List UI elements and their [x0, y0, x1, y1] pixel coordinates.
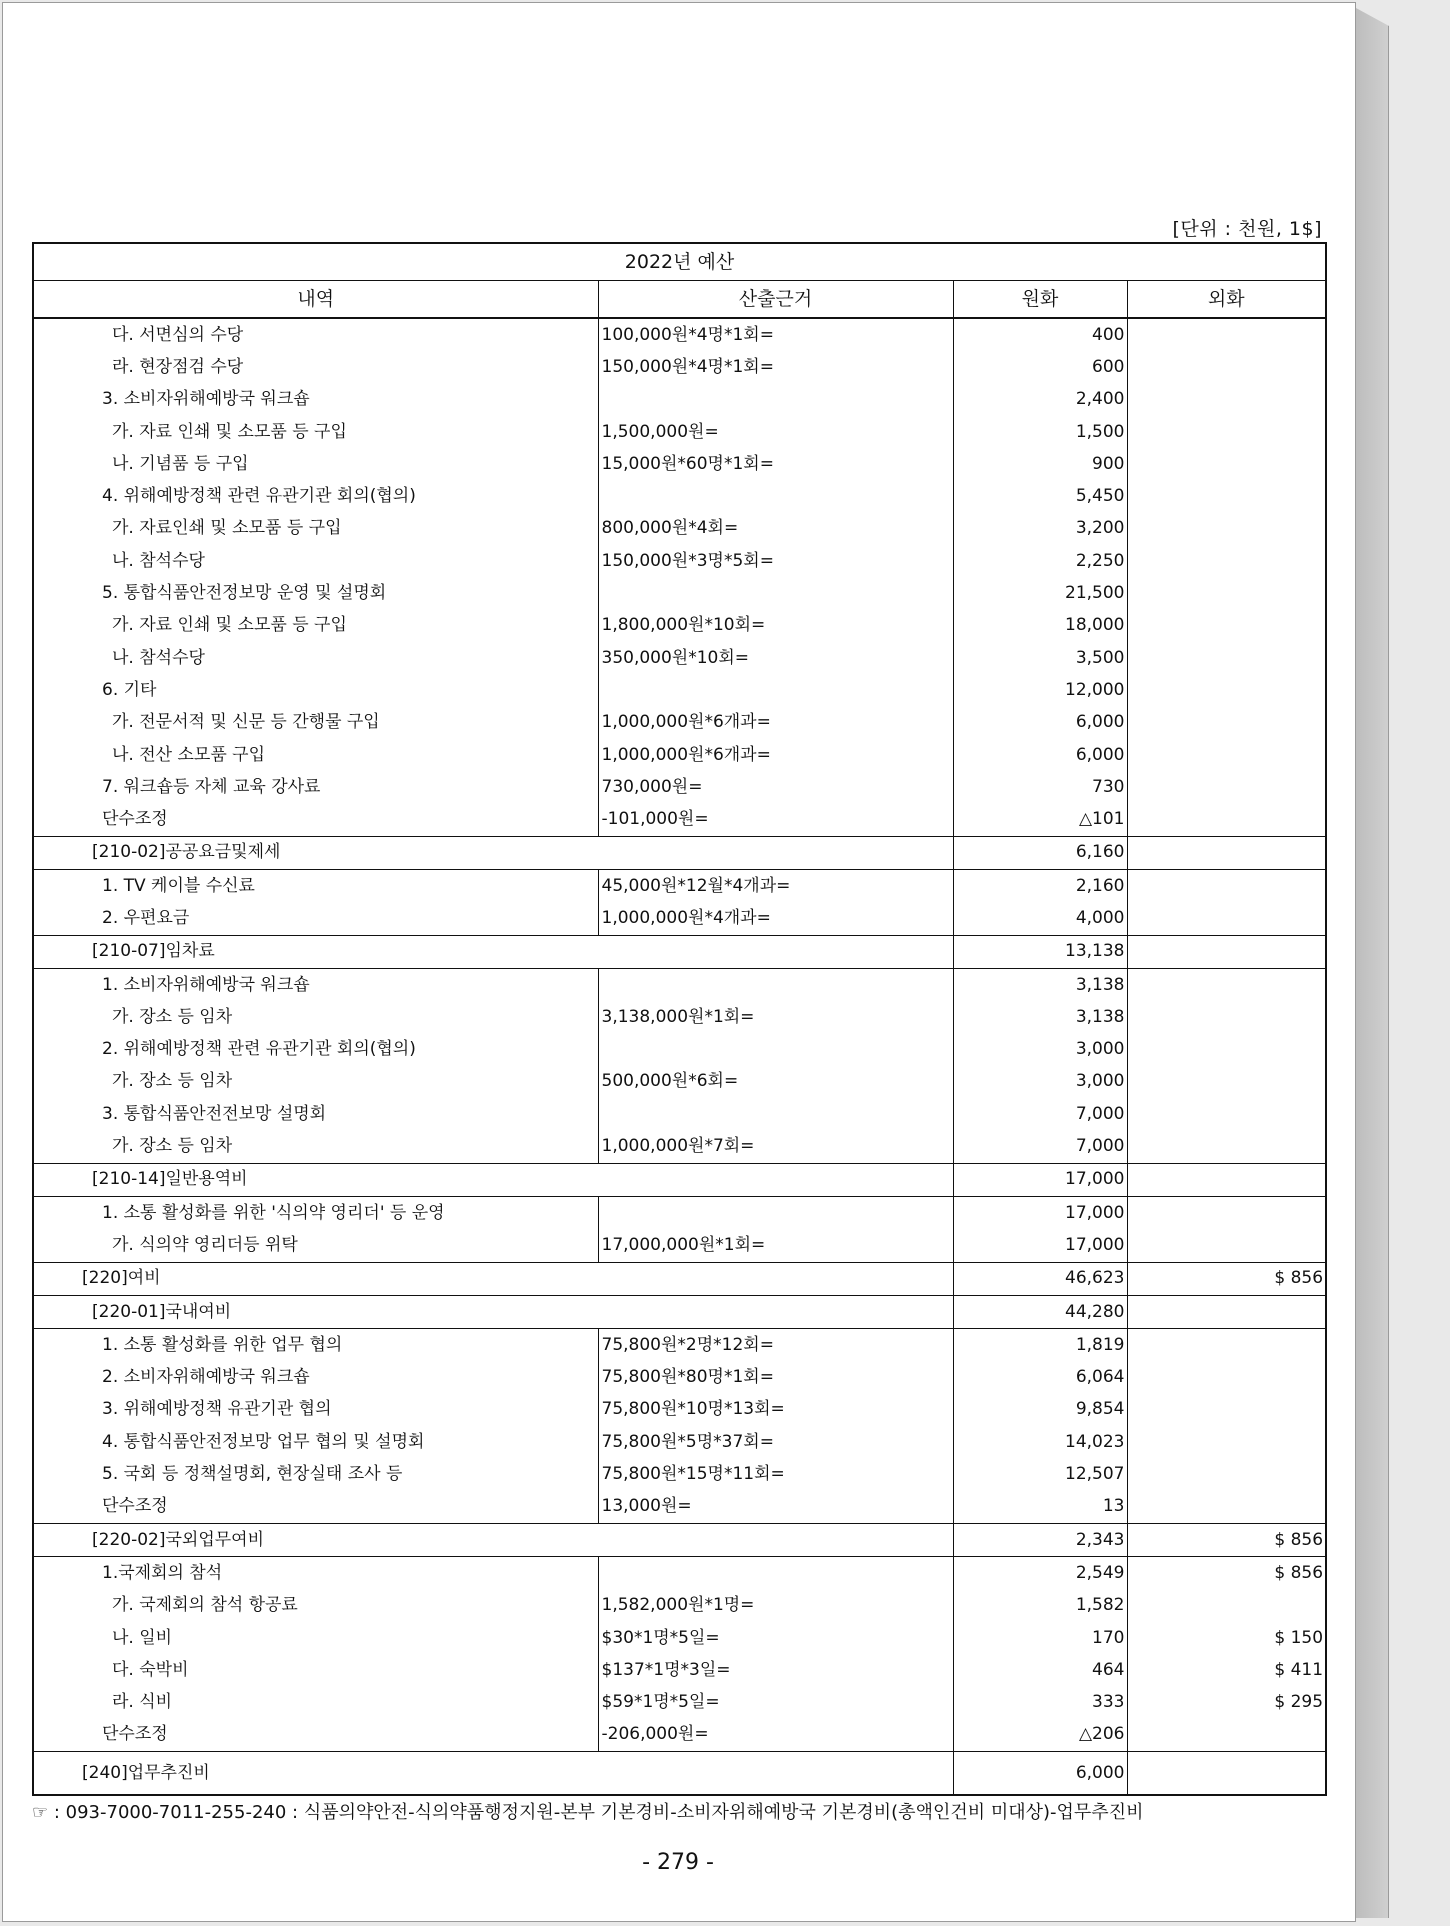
row-fx: [1127, 1458, 1326, 1490]
row-basis: 1,500,000원=: [598, 416, 953, 448]
table-row: [33, 545, 1326, 577]
row-desc: 1. 소통 활성화를 위한 '식의약 영리더' 등 운영: [33, 1197, 598, 1230]
row-krw: 6,000: [953, 1752, 1127, 1796]
table-row: [33, 1523, 1326, 1556]
row-fx: [1127, 351, 1326, 383]
table-row: [33, 1163, 1326, 1196]
row-krw: 170: [953, 1622, 1127, 1654]
row-desc: 1. TV 케이블 수신료: [33, 870, 598, 903]
row-krw: 6,000: [953, 739, 1127, 771]
table-row: [33, 416, 1326, 448]
row-krw: △206: [953, 1719, 1127, 1752]
table-row: [33, 513, 1326, 545]
row-desc: 4. 통합식품안전정보망 업무 협의 및 설명회: [33, 1426, 598, 1458]
table-row: [33, 771, 1326, 803]
row-fx: [1127, 384, 1326, 416]
table-row: [33, 1752, 1326, 1796]
row-desc: 가. 장소 등 임차: [33, 1001, 598, 1033]
table-title: 2022년 예산: [33, 243, 1326, 281]
col-header-krw: 원화: [953, 281, 1127, 319]
row-fx: [1127, 318, 1326, 351]
row-fx: $ 411: [1274, 1659, 1324, 1680]
row-basis: $59*1명*5일=: [598, 1686, 953, 1718]
row-fx: [1127, 902, 1326, 935]
row-basis: 75,800원*80명*1회=: [598, 1362, 953, 1394]
col-header-basis: 산출근거: [598, 281, 953, 319]
row-desc: 가. 자료인쇄 및 소모품 등 구입: [33, 513, 598, 545]
table-row: [33, 1329, 1326, 1362]
row-desc: 2. 소비자위해예방국 워크숍: [33, 1362, 598, 1394]
row-basis: 13,000원=: [598, 1491, 953, 1524]
row-desc: 나. 기념품 등 구입: [33, 448, 598, 480]
row-krw: 17,000: [953, 1197, 1127, 1230]
row-desc: 가. 식의약 영리더등 위탁: [33, 1229, 598, 1262]
row-basis: [598, 384, 953, 416]
row-desc: 1.국제회의 참석: [33, 1557, 598, 1590]
table-row: [33, 1590, 1326, 1622]
table-row: [33, 1654, 1326, 1686]
row-basis: 1,000,000원*6개과=: [598, 739, 953, 771]
row-desc: 가. 전문서적 및 신문 등 간행물 구입: [33, 707, 598, 739]
row-basis: [598, 480, 953, 512]
row-desc: 나. 일비: [33, 1622, 598, 1654]
row-krw: 3,000: [953, 1034, 1127, 1066]
row-fx: [1127, 803, 1326, 836]
table-row: [33, 870, 1326, 903]
row-fx: [1127, 1295, 1326, 1328]
row-fx: [1127, 1426, 1326, 1458]
row-desc: 가. 자료 인쇄 및 소모품 등 구입: [33, 416, 598, 448]
row-desc: 5. 통합식품안전정보망 운영 및 설명회: [33, 577, 598, 609]
row-basis: 1,000,000원*7회=: [598, 1130, 953, 1163]
row-krw: 3,138: [953, 1001, 1127, 1033]
table-row: [33, 836, 1326, 869]
row-fx: [1127, 771, 1326, 803]
table-row: [33, 935, 1326, 968]
row-fx: $ 856: [1127, 1262, 1326, 1295]
row-desc: 단수조정: [33, 1491, 598, 1524]
row-desc: [220-01]국내여비: [33, 1295, 953, 1328]
table-row: [33, 1130, 1326, 1163]
row-krw: 600: [953, 351, 1127, 383]
row-krw: 2,160: [953, 870, 1127, 903]
table-row: [33, 902, 1326, 935]
row-desc: 2. 우편요금: [33, 902, 598, 935]
row-krw: 6,000: [953, 707, 1127, 739]
row-basis: 100,000원*4명*1회=: [598, 318, 953, 351]
row-desc: 3. 소비자위해예방국 워크숍: [33, 384, 598, 416]
row-fx: [1127, 448, 1326, 480]
row-desc: 나. 참석수당: [33, 545, 598, 577]
table-row: [33, 610, 1326, 642]
table-row: [33, 674, 1326, 706]
row-fx: [1127, 968, 1326, 1001]
row-fx: [1127, 1752, 1326, 1796]
row-fx: [1127, 577, 1326, 609]
footnote: ☞ : 093-7000-7011-255-240 : 식품의약안전-식의약품행정지원-본부 기본경비-소비자위해예방국 기본경비(총액인건비 미대상)-업무추진비: [32, 1802, 1144, 1823]
row-basis: [598, 674, 953, 706]
row-basis: 15,000원*60명*1회=: [598, 448, 953, 480]
row-desc: 4. 위해예방정책 관련 유관기관 회의(협의): [33, 480, 598, 512]
row-krw: 12,000: [953, 674, 1127, 706]
table-row: [33, 577, 1326, 609]
table-row: [33, 1034, 1326, 1066]
row-basis: 45,000원*12월*4개과=: [598, 870, 953, 903]
row-fx: [1127, 1066, 1326, 1098]
row-krw: 3,200: [953, 513, 1127, 545]
row-fx: [1127, 1163, 1326, 1196]
row-basis: 75,800원*10명*13회=: [598, 1394, 953, 1426]
row-desc: 6. 기타: [33, 674, 598, 706]
table-row: [33, 448, 1326, 480]
row-fx: [1127, 480, 1326, 512]
row-krw: 900: [953, 448, 1127, 480]
row-desc: [210-07]임차료: [33, 935, 953, 968]
row-basis: 1,582,000원*1명=: [598, 1590, 953, 1622]
col-header-fx: 외화: [1127, 281, 1326, 319]
row-basis: [598, 577, 953, 609]
row-basis: [598, 1034, 953, 1066]
row-krw: 12,507: [953, 1458, 1127, 1490]
row-krw: 1,582: [953, 1590, 1127, 1622]
table-row: [33, 1394, 1326, 1426]
table-row: [33, 318, 1326, 351]
row-fx: [1127, 707, 1326, 739]
row-fx: [1127, 1394, 1326, 1426]
table-row: [33, 1197, 1326, 1230]
row-krw: 46,623: [953, 1262, 1127, 1295]
row-basis: 500,000원*6회=: [598, 1066, 953, 1098]
row-desc: 1. 소비자위해예방국 워크숍: [33, 968, 598, 1001]
row-fx: [1127, 416, 1326, 448]
unit-note: [단위 : 천원, 1$]: [1172, 218, 1322, 240]
row-krw: 18,000: [953, 610, 1127, 642]
row-basis: -206,000원=: [598, 1719, 953, 1752]
row-krw: 13,138: [953, 935, 1127, 968]
row-fx: [1127, 545, 1326, 577]
row-fx: $ 295: [1274, 1692, 1324, 1713]
row-fx: $ 856: [1127, 1557, 1326, 1590]
row-basis: 75,800원*5명*37회=: [598, 1426, 953, 1458]
row-basis: 17,000,000원*1회=: [598, 1229, 953, 1262]
row-krw: 4,000: [953, 902, 1127, 935]
row-fx: [1127, 870, 1326, 903]
row-desc: [220]여비: [33, 1262, 953, 1295]
table-row: [33, 707, 1326, 739]
row-basis: 730,000원=: [598, 771, 953, 803]
row-krw: 6,160: [953, 836, 1127, 869]
row-basis: 1,000,000원*4개과=: [598, 902, 953, 935]
row-fx: [1127, 935, 1326, 968]
row-fx: [1127, 1098, 1326, 1130]
row-krw: 7,000: [953, 1098, 1127, 1130]
row-krw: 17,000: [953, 1229, 1127, 1262]
table-row: [33, 1622, 1326, 1654]
table-row: [33, 351, 1326, 383]
table-row: [33, 642, 1326, 674]
row-krw: 6,064: [953, 1362, 1127, 1394]
row-krw: 464: [953, 1654, 1127, 1686]
table-row: [33, 739, 1326, 771]
row-fx: [1127, 1491, 1326, 1524]
table-row: [33, 1491, 1326, 1524]
row-basis: 150,000원*3명*5회=: [598, 545, 953, 577]
page-number: - 279 -: [642, 1850, 714, 1875]
table-row: [33, 1686, 1326, 1718]
row-fx: [1127, 674, 1326, 706]
row-desc: 가. 국제회의 참석 항공료: [33, 1590, 598, 1622]
row-basis: 75,800원*2명*12회=: [598, 1329, 953, 1362]
table-row: [33, 384, 1326, 416]
row-krw: 9,854: [953, 1394, 1127, 1426]
row-basis: 800,000원*4회=: [598, 513, 953, 545]
row-desc: 가. 장소 등 임차: [33, 1066, 598, 1098]
table-row: [33, 1362, 1326, 1394]
row-desc: [220-02]국외업무여비: [33, 1523, 953, 1556]
table-row: [33, 1458, 1326, 1490]
row-desc: 다. 서면심의 수당: [33, 318, 598, 351]
row-fx: [1127, 1362, 1326, 1394]
row-fx: $ 150: [1274, 1627, 1324, 1648]
row-fx: [1127, 1034, 1326, 1066]
row-desc: [210-14]일반용역비: [33, 1163, 953, 1196]
row-basis: 150,000원*4명*1회=: [598, 351, 953, 383]
row-desc: 가. 장소 등 임차: [33, 1130, 598, 1163]
table-row: [33, 1229, 1326, 1262]
row-basis: $137*1명*3일=: [598, 1654, 953, 1686]
row-desc: 7. 워크숍등 자체 교육 강사료: [33, 771, 598, 803]
table-row: [33, 1557, 1326, 1590]
table-row: [33, 480, 1326, 512]
table-row: [33, 1262, 1326, 1295]
page-edge: [1356, 8, 1389, 1918]
row-krw: 2,343: [953, 1523, 1127, 1556]
row-basis: 3,138,000원*1회=: [598, 1001, 953, 1033]
table-row: [33, 1001, 1326, 1033]
row-krw: 13: [953, 1491, 1127, 1524]
row-desc: [210-02]공공요금및제세: [33, 836, 953, 869]
row-fx: [1127, 739, 1326, 771]
table-row: [33, 1098, 1326, 1130]
row-fx: [1127, 1590, 1326, 1622]
row-basis: -101,000원=: [598, 803, 953, 836]
row-fx: [1127, 1001, 1326, 1033]
row-fx: [1127, 610, 1326, 642]
row-krw: 2,250: [953, 545, 1127, 577]
budget-table: [32, 242, 1327, 1796]
row-basis: $30*1명*5일=: [598, 1622, 953, 1654]
row-krw: 3,000: [953, 1066, 1127, 1098]
table-row: [33, 968, 1326, 1001]
table-row: [33, 1719, 1326, 1752]
col-header-desc: 내역: [33, 281, 598, 319]
row-krw: 400: [953, 318, 1127, 351]
row-fx: [1127, 642, 1326, 674]
row-fx: [1127, 836, 1326, 869]
row-basis: [598, 1197, 953, 1230]
table-row: [33, 1426, 1326, 1458]
row-krw: 14,023: [953, 1426, 1127, 1458]
row-desc: [240]업무추진비: [33, 1752, 953, 1796]
row-krw: 3,138: [953, 968, 1127, 1001]
row-desc: 3. 통합식품안전전보망 설명회: [33, 1098, 598, 1130]
row-basis: [598, 968, 953, 1001]
row-basis: 1,800,000원*10회=: [598, 610, 953, 642]
row-krw: 44,280: [953, 1295, 1127, 1328]
row-desc: 라. 현장점검 수당: [33, 351, 598, 383]
row-krw: 17,000: [953, 1163, 1127, 1196]
row-krw: 3,500: [953, 642, 1127, 674]
row-fx: [1127, 1329, 1326, 1362]
row-desc: 라. 식비: [33, 1686, 598, 1718]
table-row: [33, 1295, 1326, 1328]
row-desc: 5. 국회 등 정책설명회, 현장실태 조사 등: [33, 1458, 598, 1490]
row-desc: 1. 소통 활성화를 위한 업무 협의: [33, 1329, 598, 1362]
row-desc: 단수조정: [33, 803, 598, 836]
row-krw: 21,500: [953, 577, 1127, 609]
row-desc: 나. 전산 소모품 구입: [33, 739, 598, 771]
row-krw: 5,450: [953, 480, 1127, 512]
row-fx: [1127, 1229, 1326, 1262]
row-krw: 1,500: [953, 416, 1127, 448]
row-fx: [1127, 513, 1326, 545]
row-krw: 1,819: [953, 1329, 1127, 1362]
row-krw: 2,549: [953, 1557, 1127, 1590]
row-basis: 75,800원*15명*11회=: [598, 1458, 953, 1490]
row-fx: [1127, 1130, 1326, 1163]
row-desc: 가. 자료 인쇄 및 소모품 등 구입: [33, 610, 598, 642]
row-fx: [1127, 1719, 1326, 1752]
row-krw: 2,400: [953, 384, 1127, 416]
row-krw: 730: [953, 771, 1127, 803]
row-desc: 다. 숙박비: [33, 1654, 598, 1686]
row-krw: △101: [953, 803, 1127, 836]
table-row: [33, 1066, 1326, 1098]
row-desc: 2. 위해예방정책 관련 유관기관 회의(협의): [33, 1034, 598, 1066]
row-basis: 1,000,000원*6개과=: [598, 707, 953, 739]
row-fx: $ 856: [1127, 1523, 1326, 1556]
row-desc: 3. 위해예방정책 유관기관 협의: [33, 1394, 598, 1426]
row-krw: 333: [953, 1686, 1127, 1718]
row-basis: [598, 1098, 953, 1130]
row-desc: 나. 참석수당: [33, 642, 598, 674]
row-desc: 단수조정: [33, 1719, 598, 1752]
row-fx: [1127, 1197, 1326, 1230]
row-krw: 7,000: [953, 1130, 1127, 1163]
row-basis: 350,000원*10회=: [598, 642, 953, 674]
table-row: [33, 803, 1326, 836]
row-basis: [598, 1557, 953, 1590]
